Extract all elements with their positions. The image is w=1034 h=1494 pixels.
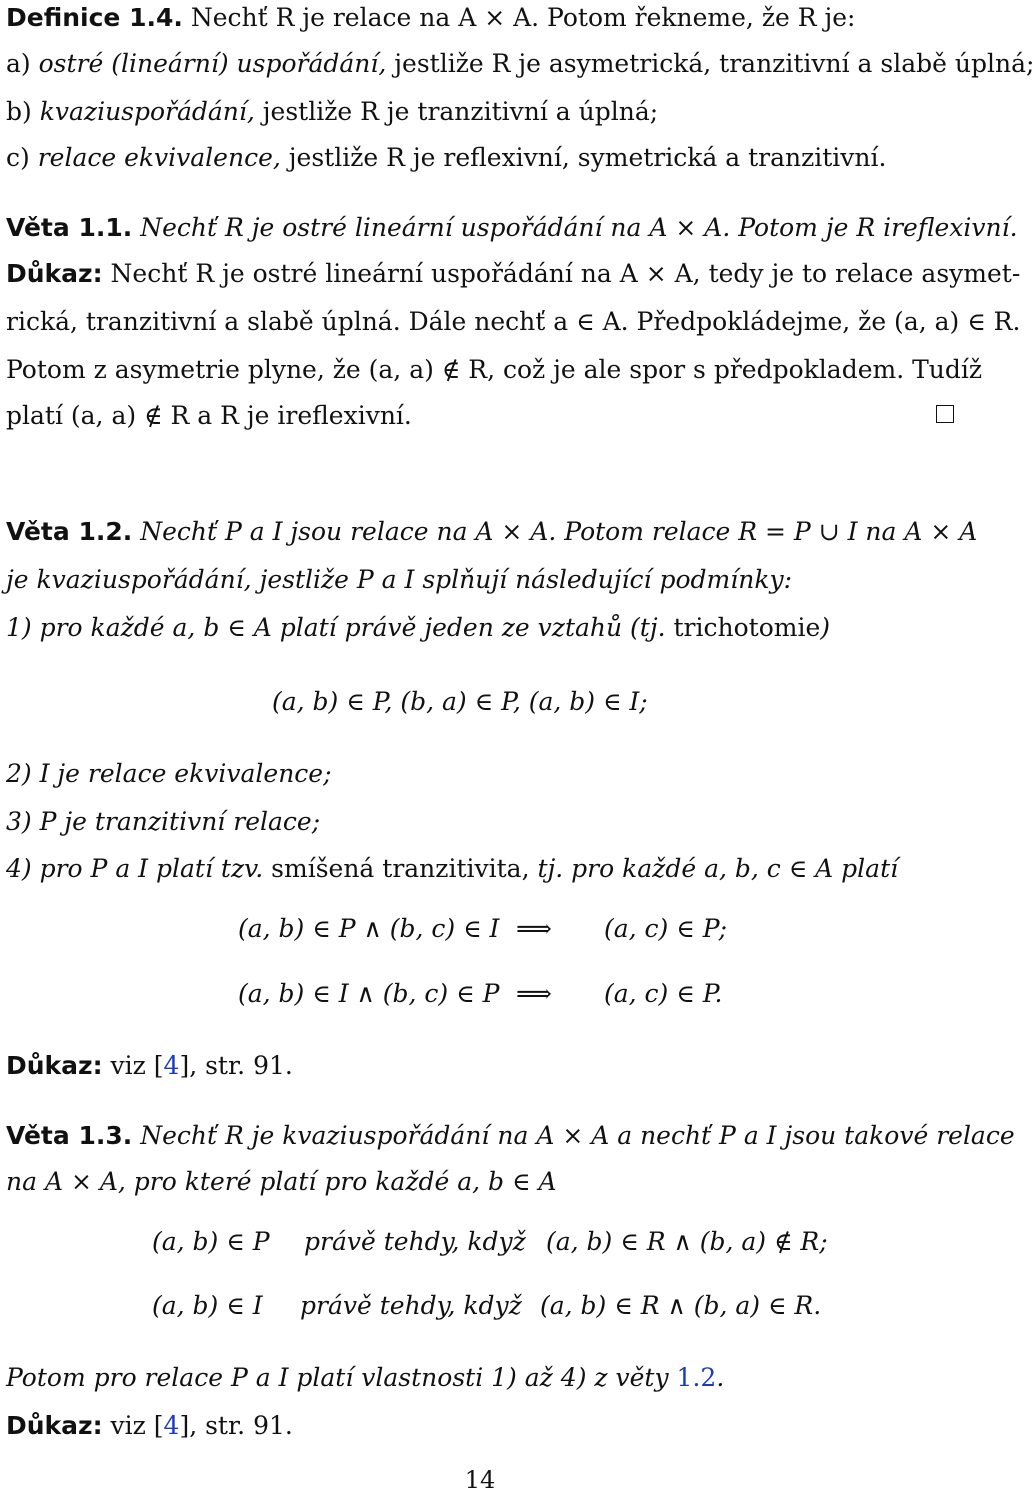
proof-1-1-line-4: platí (a, a) ∉ R a R je ireflexivní. xyxy=(6,401,412,430)
formula-i-definition-mid: právě tehdy, když xyxy=(300,1291,522,1320)
proof-label: Důkaz: xyxy=(6,1051,103,1080)
citation-link[interactable]: 4 xyxy=(163,1051,180,1080)
implies-arrow-2: ⟹ xyxy=(516,979,552,1008)
theorem-1-2-condition-1: 1) pro každé a, b ∈ A platí právě jeden ze vztahů (tj. trichotomie) xyxy=(6,613,831,642)
proof-1-1-line-1: Důkaz: Nechť R je ostré lineární uspořádání na A × A, tedy je to relace asymet- xyxy=(6,259,1021,288)
formula-p-definition-left: (a, b) ∈ P xyxy=(152,1227,270,1256)
formula-mixed-transitivity-2-left: (a, b) ∈ I ∧ (b, c) ∈ P xyxy=(238,979,500,1008)
formula-mixed-transitivity-1-left: (a, b) ∈ P ∧ (b, c) ∈ I xyxy=(238,914,500,943)
term-smisena-tranzitivita: smíšená tranzitivita, xyxy=(271,854,530,883)
definition-text: Nechť R je relace na A × A. Potom řekneme, že R je: xyxy=(182,3,856,32)
term-kvaziusporadani: kvaziuspořádání, xyxy=(39,97,255,126)
term-relace-ekvivalence: relace ekvivalence, xyxy=(37,143,281,172)
theorem-1-2-condition-3: 3) P je tranzitivní relace; xyxy=(6,807,321,836)
theorem-label: Věta 1.2. xyxy=(6,517,133,546)
formula-i-definition-right: (a, b) ∈ R ∧ (b, a) ∈ R. xyxy=(540,1291,822,1320)
theorem-label: Věta 1.1. xyxy=(6,213,133,242)
proof-1-2: Důkaz: viz [4], str. 91. xyxy=(6,1051,293,1080)
theorem-1-2-condition-2: 2) I je relace ekvivalence; xyxy=(6,759,332,788)
definition-item-c: c) relace ekvivalence, jestliže R je reflexivní, symetrická a tranzitivní. xyxy=(6,143,887,172)
term-ostre-usporadani: ostré (lineární) uspořádání, xyxy=(38,49,387,78)
proof-label: Důkaz: xyxy=(6,259,103,288)
proof-1-1-line-3: Potom z asymetrie plyne, že (a, a) ∉ R, což je ale spor s předpokladem. Tudíž xyxy=(6,355,983,384)
definition-item-b: b) kvaziuspořádání, jestliže R je tranzitivní a úplná; xyxy=(6,97,659,126)
definition-item-a: a) ostré (lineární) uspořádání, jestliže R je asymetrická, tranzitivní a slabě úplná; xyxy=(6,49,1034,78)
citation-link[interactable]: 4 xyxy=(163,1411,180,1440)
theorem-1-3-line-1: Věta 1.3. Nechť R je kvaziuspořádání na A × A a nechť P a I jsou takové relace xyxy=(6,1121,1015,1150)
term-trichotomie: trichotomie xyxy=(673,613,821,642)
theorem-1-1 xyxy=(6,212,1018,244)
theorem-1-2-line-1: Věta 1.2. Nechť P a I jsou relace na A × A. Potom relace R = P ∪ I na A × A xyxy=(6,517,978,546)
definition-1-4 xyxy=(6,2,855,34)
proof-1-1-line-2: rická, tranzitivní a slabě úplná. Dále nechť a ∈ A. Předpokládejme, že (a, a) ∈ R. xyxy=(6,307,1021,336)
proof-label: Důkaz: xyxy=(6,1411,103,1440)
formula-trichotomy: (a, b) ∈ P, (b, a) ∈ P, (a, b) ∈ I; xyxy=(272,687,648,716)
formula-mixed-transitivity-2-right: (a, c) ∈ P. xyxy=(604,979,723,1008)
theorem-text: Nechť R je ostré lineární uspořádání na A × A. Potom je R ireflexivní. xyxy=(132,213,1018,242)
theorem-1-3-line-2: na A × A, pro které platí pro každé a, b ∈ A xyxy=(6,1167,557,1196)
theorem-label: Věta 1.3. xyxy=(6,1121,133,1150)
implies-arrow-1: ⟹ xyxy=(516,914,552,943)
formula-p-definition-mid: právě tehdy, když xyxy=(304,1227,526,1256)
formula-p-definition-right: (a, b) ∈ R ∧ (b, a) ∉ R; xyxy=(546,1227,828,1256)
theorem-1-2-condition-4: 4) pro P a I platí tzv. smíšená tranzitivita, tj. pro každé a, b, c ∈ A platí xyxy=(6,854,899,883)
theorem-reference-link[interactable]: 1.2 xyxy=(676,1363,717,1392)
formula-i-definition-left: (a, b) ∈ I xyxy=(152,1291,263,1320)
definition-label: Definice 1.4. xyxy=(6,3,183,32)
theorem-1-3-conclusion: Potom pro relace P a I platí vlastnosti 1) až 4) z věty 1.2. xyxy=(6,1363,725,1392)
proof-1-3: Důkaz: viz [4], str. 91. xyxy=(6,1411,293,1440)
theorem-1-2-line-2: je kvaziuspořádání, jestliže P a I splňují následující podmínky: xyxy=(6,565,793,594)
page-number: 14 xyxy=(464,1466,496,1494)
formula-mixed-transitivity-1-right: (a, c) ∈ P; xyxy=(604,914,728,943)
qed-square-icon xyxy=(936,405,954,423)
